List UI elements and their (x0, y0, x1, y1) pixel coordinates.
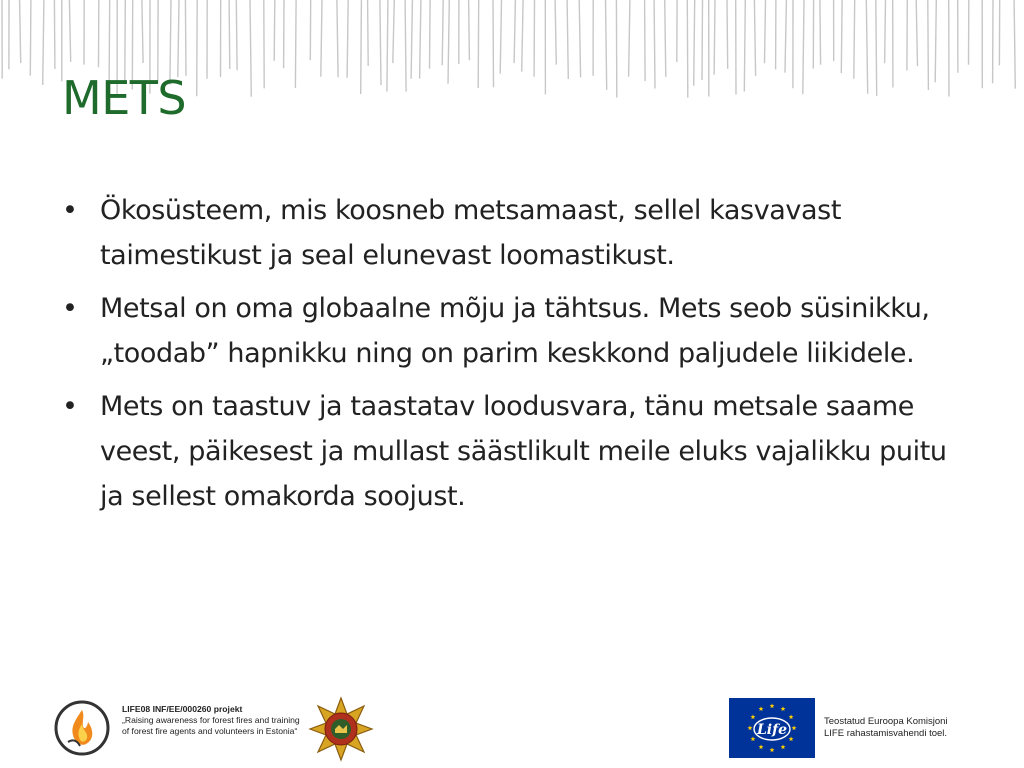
stripe-line (866, 0, 867, 94)
stripe-line (876, 0, 877, 96)
stripe-line (321, 0, 322, 77)
stripe-line (765, 0, 766, 63)
project-title: LIFE08 INF/EE/000260 projekt (122, 704, 243, 714)
bullet-item (62, 188, 972, 278)
stripe-line (229, 0, 230, 69)
stripe-line (250, 0, 251, 97)
stripe-line (54, 0, 55, 69)
stripe-line (478, 0, 479, 88)
stripe-line (885, 0, 886, 63)
stripe-line (197, 0, 198, 96)
stripe-line (629, 0, 630, 77)
bullet-symbol: • (62, 293, 78, 324)
stripe-line (30, 0, 31, 76)
slide-title: METS (62, 71, 187, 125)
stripe-line (393, 0, 395, 63)
stripe-line (916, 0, 917, 66)
stripe-line (841, 0, 842, 73)
stripe-line (645, 0, 646, 81)
stripe-line (337, 0, 338, 77)
stripe-line (714, 0, 715, 75)
fire-logo-icon (52, 698, 112, 758)
stripe-line (469, 0, 470, 60)
eu-life-logo-icon (729, 698, 815, 758)
stripe-line (754, 0, 755, 76)
rescue-badge-icon (308, 696, 374, 762)
stripe-line (411, 0, 412, 79)
stripe-line (803, 0, 804, 94)
stripe-line (785, 0, 786, 73)
stripe-line (380, 0, 381, 85)
bullet-text: Metsal on oma globaalne mõju ja tähtsus. Mets seob süsinikku, „toodab” hapnikku ning on parim keskkond paljudele liikidele. (100, 293, 930, 369)
stripe-line (694, 0, 695, 86)
bullet-item (62, 286, 972, 376)
stripe-line (935, 0, 936, 82)
stripe-line (500, 0, 501, 74)
stripe-line (1014, 0, 1015, 89)
bullet-item (62, 384, 972, 519)
stripe-line (142, 0, 143, 63)
bullet-symbol: • (62, 195, 78, 226)
stripe-line (579, 0, 580, 77)
stripe-line (420, 0, 421, 79)
stripe-line (274, 0, 275, 61)
stripe-line (928, 0, 929, 90)
project-info (122, 704, 302, 737)
stripe-line (744, 0, 745, 92)
stripe-line (361, 0, 362, 94)
stripe-line (567, 0, 568, 79)
stripe-line (493, 0, 494, 87)
stripe-line (442, 0, 443, 65)
eu-funding-line-1: Teostatud Euroopa Komisjoni (824, 716, 948, 727)
bullet-text: Ökosüsteem, mis koosneb metsamaast, sellel kasvavast taimestikust ja seal elunevast loomastikust. (100, 195, 842, 271)
stripe-line (514, 0, 515, 63)
stripe-line (69, 0, 70, 62)
stripe-line (43, 0, 44, 85)
bullet-text: Mets on taastuv ja taastatav loodusvara, tänu metsale saame veest, päikesest ja mullast säästlikult meile eluks vajalikku puitu ja sellest omakorda soojust. (100, 391, 947, 512)
stripe-line (430, 0, 431, 69)
stripe-line (295, 0, 296, 88)
stripe-line (665, 0, 666, 77)
stripe-line (387, 0, 388, 92)
stripe-line (820, 0, 821, 65)
stripe-line (405, 0, 406, 92)
stripe-line (854, 0, 855, 79)
stripe-line (702, 0, 703, 80)
stripe-line (727, 0, 728, 69)
stripe-line (687, 0, 688, 98)
stripe-line (555, 0, 556, 65)
stripe-line (347, 0, 348, 78)
stripe-line (185, 0, 186, 76)
stripe-line (178, 0, 179, 77)
stripe-line (522, 0, 523, 72)
stripe-line (236, 0, 237, 70)
stripe-line (368, 0, 369, 66)
bullet-list (62, 188, 972, 527)
life-logo-wordmark: Life (756, 722, 788, 738)
eu-funding-note (824, 716, 1014, 740)
project-description: „Raising awareness for forest fires and training of forest fire agents and volunteers in Estonia“ (122, 715, 300, 736)
stripe-line (20, 0, 21, 63)
stripe-line (448, 0, 449, 84)
stripe-line (654, 0, 655, 89)
eu-funding-line-2: LIFE rahastamisvahendi toel. (824, 728, 948, 739)
stripe-line (606, 0, 607, 90)
bullet-symbol: • (62, 391, 78, 422)
